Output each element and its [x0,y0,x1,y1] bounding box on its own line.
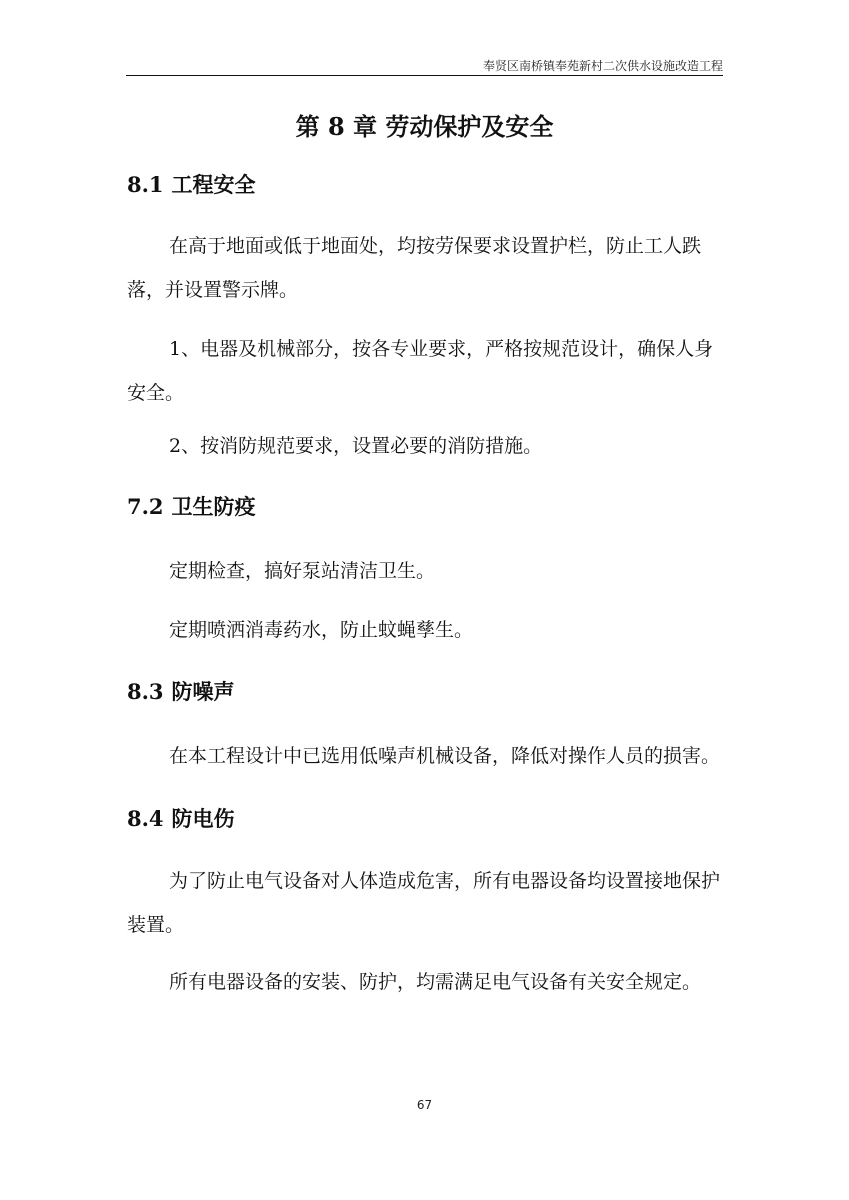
running-header: 奉贤区南桥镇奉苑新村二次供水设施改造工程 [482,59,723,73]
page-number: 67 [416,1098,433,1112]
paragraph: 1、电器及机械部分，按各专业要求，严格按规范设计，确保人身安全。 [127,338,714,404]
paragraph: 为了防止电气设备对人体造成危害，所有电器设备均设置接地保护装置。 [127,870,721,936]
paragraph: 所有电器设备的安装、防护，均需满足电气设备有关安全规定。 [169,971,702,993]
section-title: 防电伤 [171,806,235,831]
section-title: 防噪声 [171,679,235,704]
section-heading-8-1 [127,172,256,198]
section-heading-8-4 [127,806,235,832]
paragraph: 定期喷洒消毒药水，防止蚊蝇孳生。 [169,619,474,641]
paragraph: 定期检查，搞好泵站清洁卫生。 [169,560,436,582]
paragraph: 2、按消防规范要求，设置必要的消防措施。 [169,435,543,457]
section-heading-8-3 [127,679,235,705]
chapter-title: 第 8 章 劳动保护及安全 [295,112,554,141]
header-rule [126,75,723,76]
section-number: 8.4 [127,806,164,831]
paragraph: 在高于地面或低于地面处，均按劳保要求设置护栏，防止工人跌落，并设置警示牌。 [127,235,702,301]
section-number: 8.1 [127,172,164,197]
paragraph: 在本工程设计中已选用低噪声机械设备，降低对操作人员的损害。 [169,745,721,767]
section-title: 卫生防疫 [171,494,256,519]
section-number: 8.3 [127,679,164,704]
section-heading-7-2 [127,494,256,520]
section-number: 7.2 [127,494,164,519]
section-title: 工程安全 [171,172,256,197]
